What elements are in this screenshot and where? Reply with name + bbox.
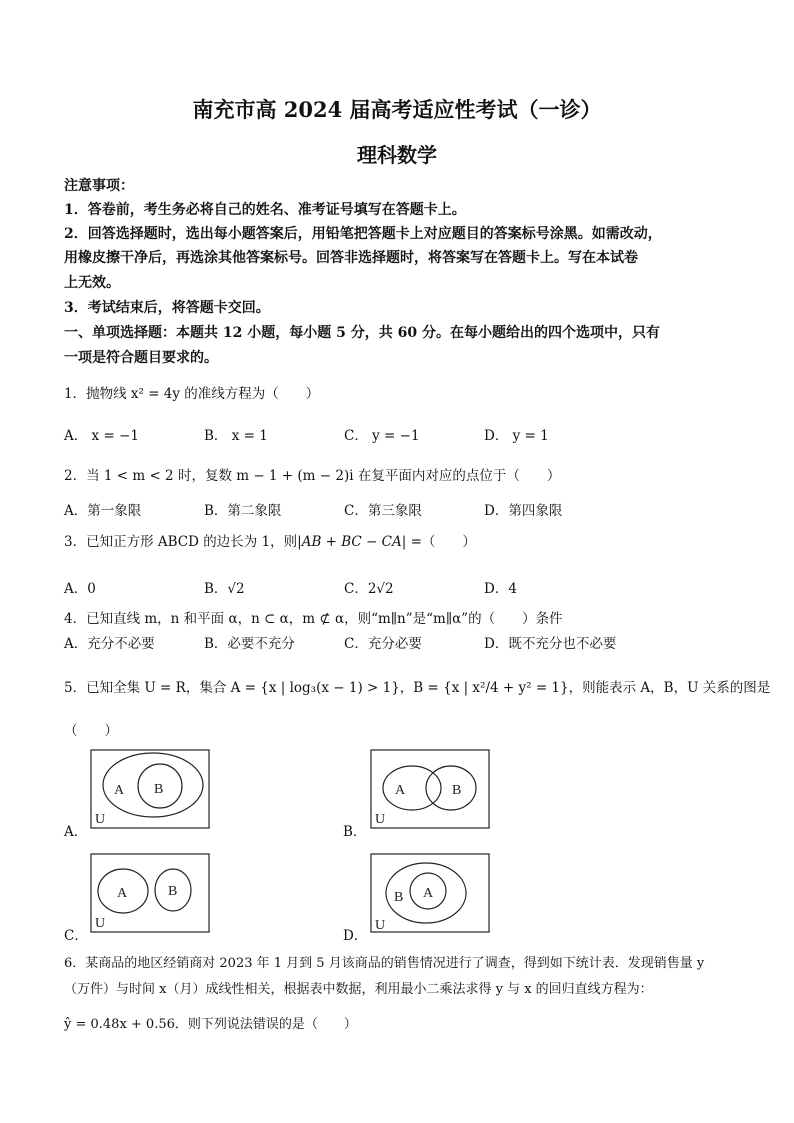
q1-option-b: B． x = 1 (204, 428, 268, 444)
page-title: 南充市高 2024 届高考适应性考试（一诊） (192, 97, 602, 122)
section-1-heading-cont: 一项是符合题目要求的。 (64, 350, 218, 366)
page-subtitle: 理科数学 (357, 143, 437, 167)
q4-option-a: A．充分不必要 (64, 636, 155, 652)
note-2a: 2．回答选择题时，选出每小题答案后，用铅笔把答题卡上对应题目的答案标号涂黑。如需改动， (64, 226, 662, 242)
venn-c-label-b: B (168, 884, 178, 899)
venn-diagram-b (370, 749, 490, 829)
q3-vector-expression: |AB + BC − CA| (297, 534, 407, 550)
q3-option-d: D．4 (484, 581, 517, 597)
venn-a-label-b: B (154, 782, 164, 797)
q5-option-a-label: A． (64, 824, 88, 840)
notes-heading: 注意事项： (64, 178, 134, 194)
venn-a-label-a: A (114, 783, 125, 798)
q2-option-c: C．第三象限 (344, 503, 422, 519)
venn-a-label-u: U (95, 812, 106, 827)
venn-diagram-c (90, 853, 210, 933)
q3-option-b: B．√2 (204, 581, 245, 597)
q1-stem: 1．抛物线 x² = 4y 的准线方程为（ ） (64, 386, 320, 402)
q3-stem-post: =（ ） (406, 534, 476, 550)
venn-diagram-d (370, 853, 490, 933)
q3-stem-pre: 3．已知正方形 ABCD 的边长为 1，则 (64, 534, 298, 550)
q4-option-b: B．必要不充分 (204, 636, 295, 652)
q2-option-b: B．第二象限 (204, 503, 282, 519)
note-2c: 上无效。 (64, 275, 120, 291)
note-2b: 用橡皮擦干净后，再选涂其他答案标号。回答非选择题时，将答案写在答题卡上。写在本试卷 (64, 250, 638, 266)
q2-stem: 2．当 1 < m < 2 时，复数 m − 1 + (m − 2)i 在复平面内对应的点位于（ ） (64, 468, 561, 484)
q6-line-2: （万件）与时间 x（月）成线性相关，根据表中数据，利用最小二乘法求得 y 与 x 的回归直线方程为： (64, 982, 653, 997)
q4-option-c: C．充分必要 (344, 636, 422, 652)
q4-option-d: D．既不充分也不必要 (484, 636, 617, 652)
note-3: 3．考试结束后，将答题卡交回。 (64, 300, 270, 316)
venn-b-label-u: U (375, 812, 386, 827)
q3-option-a: A．0 (64, 581, 96, 597)
q2-option-a: A．第一象限 (64, 503, 142, 519)
venn-d-label-a: A (423, 886, 434, 901)
q3-option-c: C．2√2 (344, 581, 394, 597)
venn-d-label-u: U (375, 918, 386, 933)
q4-stem: 4．已知直线 m，n 和平面 α，n ⊂ α，m ⊄ α，则“m∥n”是“m∥α”的（ ）条件 (64, 611, 563, 627)
venn-b-label-a: A (395, 783, 406, 798)
section-1-heading: 一、单项选择题：本题共 12 小题，每小题 5 分，共 60 分。在每小题给出的四个选项中，只有 (64, 325, 660, 341)
q3-stem (64, 530, 476, 550)
q5-paren: （ ） (64, 723, 118, 739)
venn-c-label-a: A (117, 886, 128, 901)
q1-option-a: A． x = −1 (64, 428, 139, 444)
venn-d-label-b: B (394, 890, 404, 905)
q5-stem: 5．已知全集 U = R，集合 A = {x | log₃(x − 1) > 1}，B = {x | x²/4 + y² = 1}，则能表示 A，B，U 关系的图是 (64, 680, 771, 696)
q6-line-3: ŷ = 0.48x + 0.56．则下列说法错误的是（ ） (64, 1017, 357, 1032)
q1-option-d: D． y = 1 (484, 428, 549, 444)
q5-option-c-label: C． (64, 928, 88, 944)
q1-option-c: C． y = −1 (344, 428, 420, 444)
note-1: 1．答卷前，考生务必将自己的姓名、准考证号填写在答题卡上。 (64, 202, 466, 218)
q5-option-d-label: D． (343, 928, 368, 944)
venn-c-label-u: U (95, 916, 106, 931)
q6-line-1: 6．某商品的地区经销商对 2023 年 1 月到 5 月该商品的销售情况进行了调查，得到如下统计表．发现销售量 y (64, 956, 705, 971)
venn-diagram-a (90, 749, 210, 829)
venn-b-label-b: B (452, 783, 462, 798)
q5-option-b-label: B． (343, 824, 367, 840)
q2-option-d: D．第四象限 (484, 503, 563, 519)
